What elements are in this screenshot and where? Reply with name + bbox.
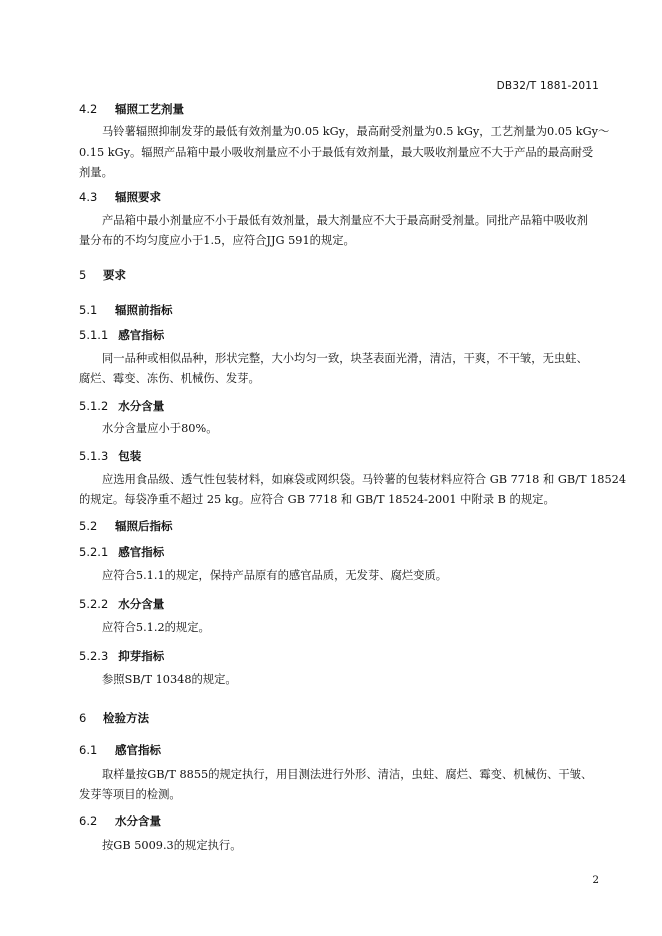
section-number: 5.1.1 [79,328,109,342]
paragraph-line: 马铃薯辐照抑制发芽的最低有效剂量为0.05 kGy，最高耐受剂量为0.5 kGy，工艺剂量为0.05 kGy～ [102,125,610,138]
heading-5-1-2 [79,398,164,414]
heading-5 [79,267,126,283]
paragraph-line: 腐烂、霉变、冻伤、机械伤、发芽。 [79,372,260,385]
heading-6 [79,710,149,726]
paragraph-line: 参照SB/T 10348的规定。 [102,673,237,686]
paragraph-line: 取样量按GB/T 8855的规定执行，用目测法进行外形、清洁，虫蛀、腐烂、霉变、机械伤、干皱、 [102,768,593,781]
heading-5-1 [79,302,173,318]
paragraph-line: 量分布的不均匀度应小于1.5，应符合JJG 591的规定。 [79,234,355,247]
paragraph-line: 按GB 5009.3的规定执行。 [102,839,242,852]
heading-4-3 [79,189,161,205]
paragraph-line: 剂量。 [79,166,113,179]
heading-5-2-3 [79,648,164,664]
section-number: 4.2 [79,102,98,116]
heading-5-2-1 [79,544,164,560]
page-number: 2 [592,874,599,886]
section-title: 包装 [118,449,142,463]
paragraph-line: 应符合5.1.1的规定，保持产品原有的感官品质，无发芽、腐烂变质。 [102,569,448,582]
section-number: 4.3 [79,190,98,204]
section-title: 辐照要求 [115,190,161,204]
section-title: 检验方法 [103,711,149,725]
section-title: 辐照前指标 [115,303,173,317]
paragraph-line: 发芽等项目的检测。 [79,788,181,801]
section-title: 要求 [103,268,126,282]
section-number: 6.1 [79,743,98,757]
section-title: 感官指标 [118,328,165,342]
section-number: 5 [79,268,87,282]
document-id: DB32/T 1881-2011 [496,80,599,92]
heading-4-2 [79,101,184,117]
section-title: 辐照工艺剂量 [115,102,184,116]
paragraph-line: 0.15 kGy。辐照产品箱中最小吸收剂量应不小于最低有效剂量，最大吸收剂量应不大于产品的最高耐受 [79,146,594,159]
heading-5-2-2 [79,596,164,612]
heading-5-1-1 [79,327,164,343]
section-number: 5.2.1 [79,545,109,559]
section-title: 水分含量 [118,597,165,611]
section-number: 5.1 [79,303,98,317]
heading-6-1 [79,742,161,758]
section-number: 6.2 [79,814,98,828]
paragraph-line: 水分含量应小于80%。 [102,422,218,435]
section-title: 感官指标 [118,545,165,559]
section-number: 5.2.2 [79,597,109,611]
section-title: 水分含量 [118,399,165,413]
section-title: 辐照后指标 [115,519,173,533]
paragraph-line: 应选用食品级、透气性包装材料，如麻袋或网织袋。马铃薯的包装材料应符合 GB 7718 和 GB/T 18524 [102,473,627,486]
section-number: 6 [79,711,87,725]
section-number: 5.2 [79,519,98,533]
section-number: 5.2.3 [79,649,109,663]
section-number: 5.1.2 [79,399,109,413]
section-number: 5.1.3 [79,449,109,463]
section-title: 抑芽指标 [118,649,165,663]
paragraph-line: 产品箱中最小剂量应不小于最低有效剂量，最大剂量应不大于最高耐受剂量。同批产品箱中吸收剂 [102,214,588,227]
paragraph-line: 应符合5.1.2的规定。 [102,621,210,634]
paragraph-line: 的规定。每袋净重不超过 25 kg。应符合 GB 7718 和 GB/T 18524-2001 中附录 B 的规定。 [79,493,555,506]
section-title: 感官指标 [115,743,161,757]
paragraph-line: 同一品种或相似品种，形状完整，大小均匀一致，块茎表面光滑，清洁，干爽，不干皱，无虫蛀、 [102,352,588,365]
heading-5-2 [79,518,173,534]
heading-5-1-3 [79,448,141,464]
heading-6-2 [79,813,161,829]
section-title: 水分含量 [115,814,161,828]
